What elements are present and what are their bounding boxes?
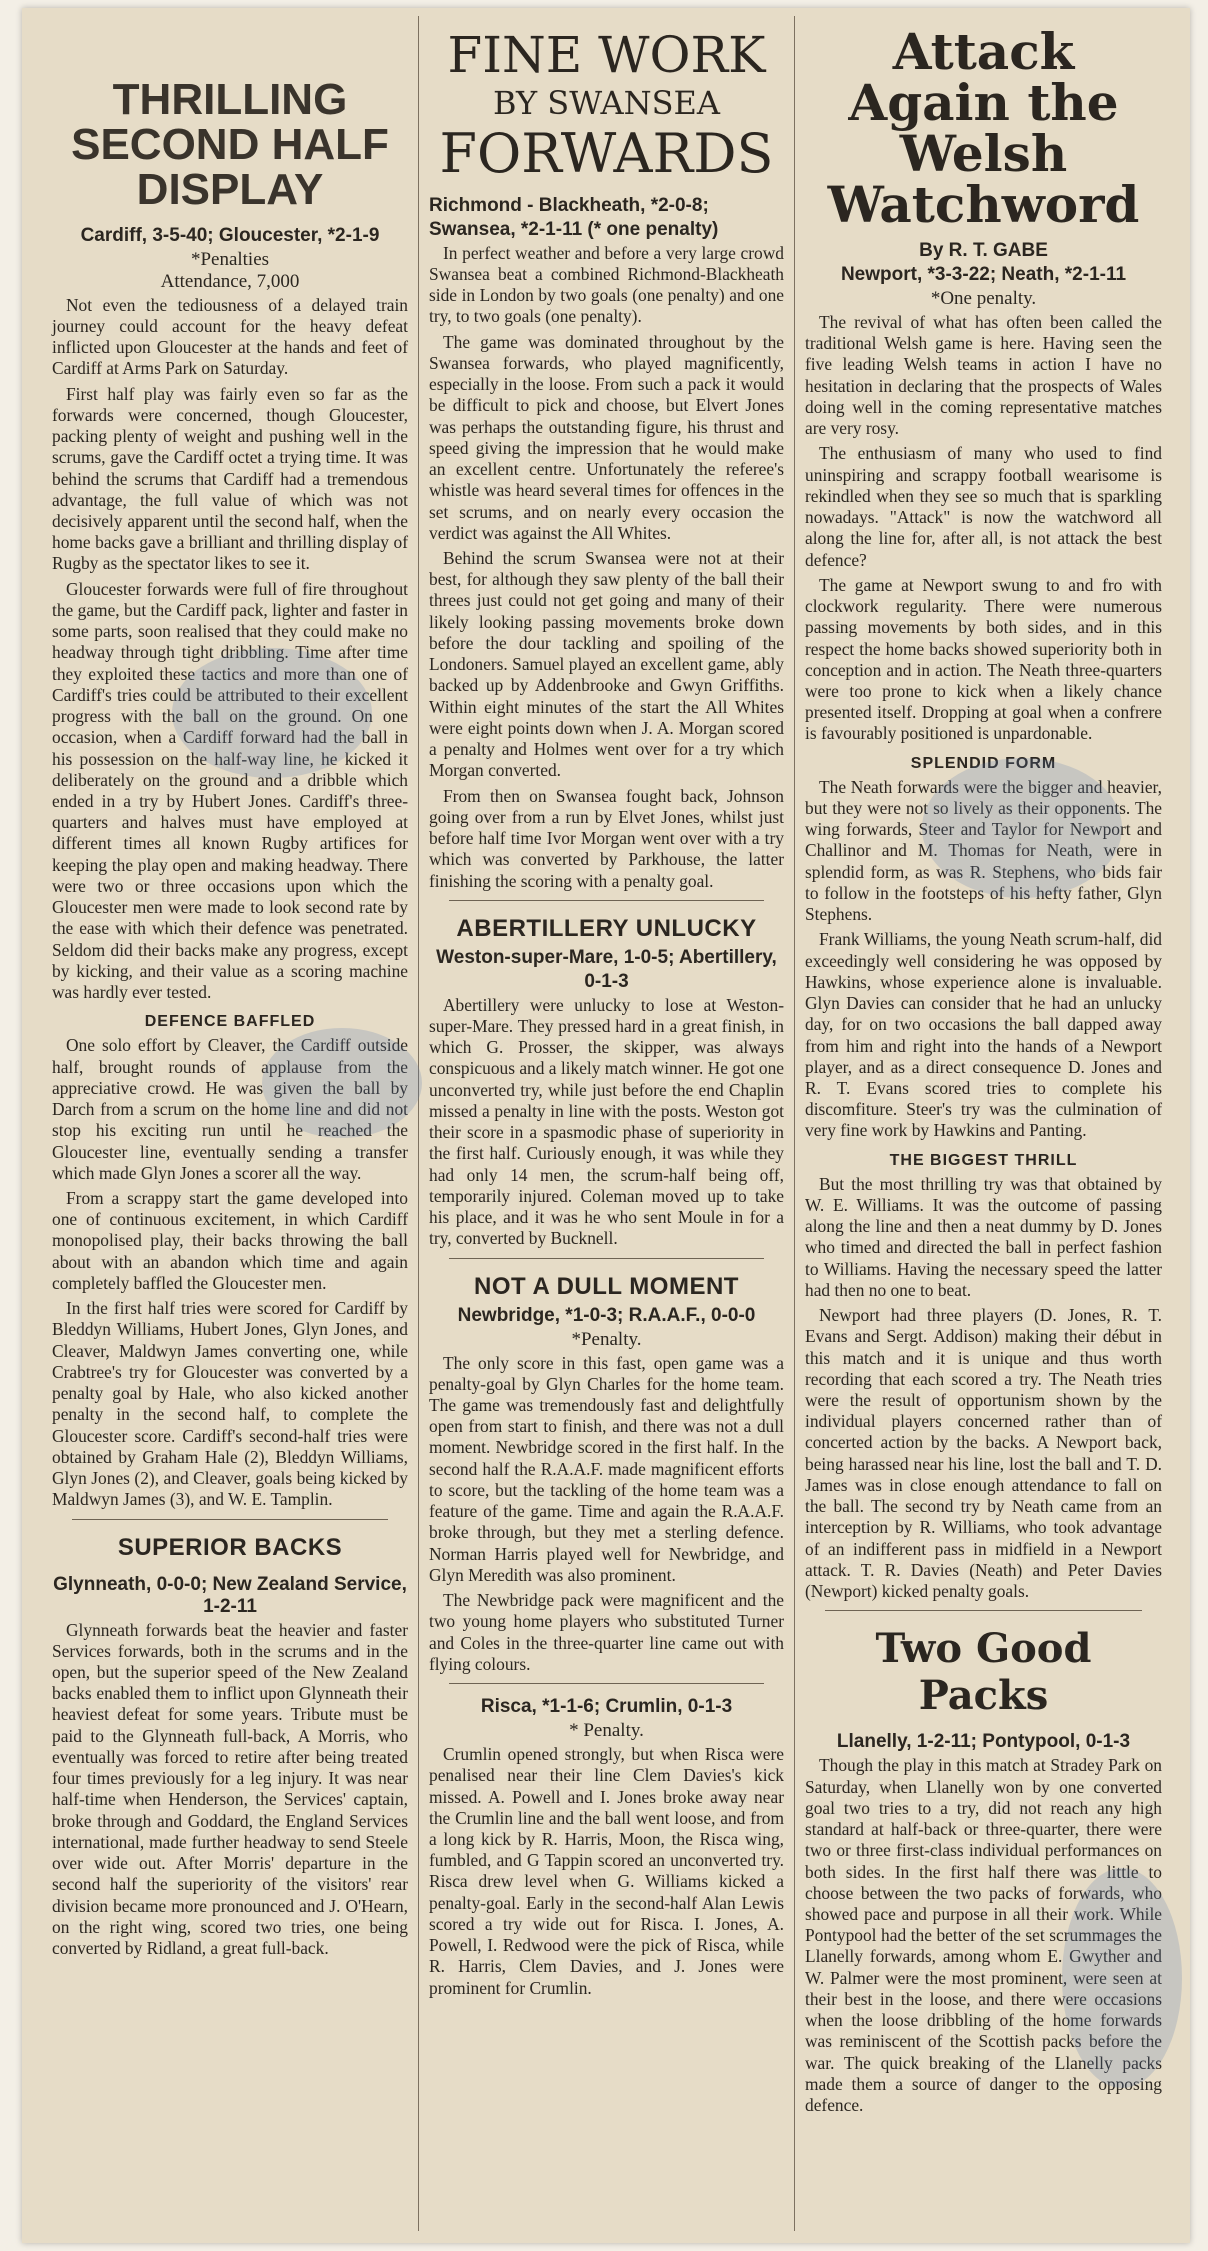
paragraph: But the most thrilling try was that obtained by W. E. Williams. It was the outcome of passing along the line and then a neat dummy by D. Jones who timed and directed the ball in perfect fashion to Williams. Having the necessary speed the latter had then no one to beat. (805, 1173, 1162, 1300)
paragraph: The game was dominated throughout by the Swansea forwards, who played magnificently, especially in the loose. From such a pack it would be difficult to pick and choose, but Elvert Jones was perhaps the outstanding figure, his thrust and speed giving the impression that he would make an excellent centre. Unfortunately the referee's whistle was heard several times for offences in the set scrums, and on nearly every occasion the verdict was against the All Whites. (429, 331, 784, 543)
column-swansea (418, 16, 795, 2231)
paragraph: One solo effort by Cleaver, the Cardiff outside half, brought rounds of applause from the appreciative crowd. He was given the ball by Darch from a scrum on the home line and did not stop his exciting run until he reached the Gloucester line, eventually sending a transfer which made Glyn Jones a scorer all the way. (52, 1035, 408, 1183)
column-newport (795, 16, 1172, 2231)
score-line: Newbridge, *1-0-3; R.A.A.F., 0-0-0 (457, 1304, 756, 1326)
score-note: *Penalty. (571, 1328, 642, 1350)
paragraph: From then on Swansea fought back, Johnson going over from a run by Elvet Jones, whilst just before half time Ivor Morgan went over with a try which was converted by Parkhouse, the latter finishing the scoring with a penalty goal. (429, 785, 784, 891)
headline-thrilling: THRILLING SECOND HALF DISPLAY (71, 75, 389, 214)
paragraph: From a scrappy start the game developed into one of continuous excitement, in which Cardiff monopolised play, their backs throwing the ball about with an abandon which time and again completely baffled the Gloucester men. (52, 1188, 408, 1293)
paragraph: Not even the tediousness of a delayed train journey could account for the heavy defeat inflicted upon Gloucester at the hands and feet of Cardiff at Arms Park on Saturday. (52, 294, 408, 379)
paragraph: Crumlin opened strongly, but when Risca were penalised near their line Clem Davies's kick missed. A. Powell and I. Jones broke away near the Crumlin line and the ball went loose, and from a long kick by R. Harris, Moon, the Risca wing, fumbled, and G Tappin scored an unconverted try. Risca drew level when G. Williams kicked a penalty-goal. Early in the second-half Alan Lewis scored a try wide out for Risca. I. Jones, A. Powell, I. Redwood were the pick of Risca, while R. Harris, Clem Davies, and J. Jones were prominent for Crumlin. (429, 1744, 784, 1998)
paragraph: The Neath forwards were the bigger and heavier, but they were not so lively as their opponents. The wing forwards, Steer and Taylor for Newport and Challinor and M. Thomas for Neath, were in splendid form, as was R. Stephens, who bids fair to follow in the footsteps of his hefty father, Glyn Stephens. (805, 776, 1162, 925)
score-line: Llanelly, 1-2-11; Pontypool, 0-1-3 (836, 1731, 1131, 1753)
headline-forwards: FORWARDS (439, 121, 774, 185)
divider (72, 1519, 388, 1520)
paragraph: The enthusiasm of many who used to find uninspiring and scrappy football wearisome is rekindled when they see so much that is sparkling nowadays. "Attack" is now the watchword all along the line for, after all, is not attack the best defence? (805, 443, 1162, 570)
divider (449, 900, 764, 901)
headline-by-swansea: BY SWANSEA (493, 84, 720, 122)
byline: By R. T. GABE (919, 240, 1048, 261)
paragraph: In perfect weather and before a very large crowd Swansea beat a combined Richmond-Blackheath side in London by two goals (one penalty) and one try, to two goals (one penalty). (429, 242, 784, 327)
attendance: Attendance, 7,000 (160, 270, 300, 292)
score-line: Newport, *3-3-22; Neath, *2-1-11 (840, 264, 1127, 285)
score-line: Richmond - Blackheath, *2-0-8; (429, 194, 709, 216)
paragraph: Behind the scrum Swansea were not at their best, for although they saw plenty of the ball their threes just could not get going and many of their likely looking passing movements broke down before the dour tackling and spoiling of the Londoners. Samuel played an excellent game, ably backed up by Addenbrooke and Gwyn Griffiths. Within eight minutes of the start the All Whites were eight points down when J. A. Morgan scored a penalty and Holmes went over for a try which Morgan converted. (429, 547, 784, 781)
score-note: *Penalties (190, 248, 270, 270)
score-line: Cardiff, 3-5-40; Gloucester, *2-1-9 (80, 224, 380, 246)
crosshead: SPLENDID FORM (910, 754, 1057, 772)
newspaper-clipping (22, 8, 1190, 2243)
divider (449, 1258, 764, 1259)
divider (825, 1610, 1142, 1611)
paragraph: Newport had three players (D. Jones, R. T. Evans and Sergt. Addison) making their début in this match and it is unique and thus worth recording that each scored a try. The Neath tries were the result of opportunism shown by the individual players concerned rather than of concerted action by the backs. A Newport back, being harassed near his line, lost the ball and T. D. James was in close enough attendance to fall on the ball. The second try by Neath came from an interception by R. Williams, who took advantage of an indifferent pass in midfield in a Newport attack. T. R. Davies (Neath) and Peter Davies (Newport) kicked penalty goals. (805, 1305, 1162, 1602)
paragraph: The only score in this fast, open game was a penalty-goal by Glyn Charles for the home team. The game was tremendously fast and delightfully open from start to finish, and there was not a dull moment. Newbridge scored in the first half. In the second half the R.A.A.F. made magnificent efforts to score, but the tackling of the home team was a feature of the game. Time and again the R.A.A.F. broke through, but they met a sterling defence. Norman Harris played well for Newbridge, and Glyn Meredith was also prominent. (429, 1352, 784, 1585)
crosshead: THE BIGGEST THRILL (889, 1151, 1078, 1169)
crosshead: DEFENCE BAFFLED (144, 1013, 316, 1031)
headline-fine-work: FINE WORK (447, 26, 766, 84)
paragraph: The game at Newport swung to and fro with clockwork regularity. There were numerous passing movements by both sides, and in this respect the home backs showed superiority both in conception and in action. The Neath three-quarters were too prone to kick when a likely chance presented itself. Dropping at goal when a confrere is favourably positioned is unpardonable. (805, 574, 1162, 744)
subhead-not-a-dull-moment: NOT A DULL MOMENT (474, 1272, 739, 1300)
score-line: Weston-super-Mare, 1-0-5; Abertillery, (436, 946, 777, 968)
headline-attack-again: Attack Again the Welsh Watchword (827, 22, 1140, 234)
paragraph: Gloucester forwards were full of fire throughout the game, but the Cardiff pack, lighter and faster in some parts, soon realised that they could make no headway through tight dribbling. Time after time they exploited these tactics and more than one of Cardiff's tries could be attributed to their excellent progress with the ball on the ground. On one occasion, when a Cardiff forward had the ball in his possession on the half-way line, he kicked it deliberately on the ground and a dribble which ended in a try by Hubert Jones. Cardiff's three-quarters and halves must have employed at different times all known Rugby artifices for keeping the play open and making headway. There were two or three occasions upon which the Gloucester men were made to look second rate by the ease with which their defence was penetrated. Seldom did their backs make any progress, except by kicking, and their value as a scoring machine was hardly ever tested. (52, 578, 408, 1003)
paragraph: Though the play in this match at Stradey Park on Saturday, when Llanelly won by one converted goal two tries to a try, did not reach any high standard at half-back or three-quarter, there were two or three first-class individual performances on both sides. In the first half there was little to choose between the two packs of forwards, who showed pace and purpose in all their work. While Pontypool had the better of the set scrummages the Llanelly forwards, among whom E. Gwyther and W. Palmer were the most prominent, were seen at their best in the loose, and there were occasions when the loose dribbling of the home forwards was reminiscent of the Scottish packs before the war. The quick breaking of the Llanelly packs made them a source of danger to the opposing defence. (805, 1755, 1162, 2116)
score-line: 0-1-3 (584, 970, 629, 992)
columns (42, 16, 1172, 2231)
subhead-abertillery: ABERTILLERY UNLUCKY (456, 914, 757, 942)
column-cardiff (42, 16, 418, 2231)
subhead-two-good-packs: Two Good Packs (875, 1625, 1092, 1720)
score-line: Glynneath, 0-0-0; New Zealand Service, 1-2-11 (53, 1573, 407, 1617)
paragraph: Frank Williams, the young Neath scrum-half, did exceedingly well considering he was opposed by Hawkins, whose experience alone is invaluable. Glyn Davies can consider that he had an unlucky day, for on two occasions the ball dapped away from him and right into the hands of a Newport player, and as a direct consequence D. Jones and R. T. Evans scored tries to complete his discomfiture. Steer's try was the culmination of very fine work by Hawkins and Panting. (805, 929, 1162, 1141)
paragraph: The revival of what has often been called the traditional Welsh game is here. Having seen the five leading Welsh teams in action I have no hesitation in declaring that the prospects of Wales doing well in the coming representative matches are very rosy. (805, 312, 1162, 439)
score-note: * Penalty. (569, 1720, 644, 1742)
score-line: Risca, *1-1-6; Crumlin, 0-1-3 (480, 1696, 733, 1718)
paragraph: Glynneath forwards beat the heavier and faster Services forwards, both in the scrums and in the open, but the superior speed of the New Zealand backs enabled them to inflict upon Glynneath their heaviest defeat for some years. Tribute must be paid to the Glynneath full-back, A Morris, who eventually was forced to retire after being treated four times previously for a leg injury. It was near half-time when Henderson, the Services' captain, broke through and Goddard, the England Services international, made further headway to send Steele over wide out. After Morris' departure in the second half the superiority of the visitors' rear division became more pronounced and J. O'Hearn, on the right wing, scored two tries, one being converted by Ridland, a great full-back. (52, 1619, 408, 1959)
subhead-superior-backs: SUPERIOR BACKS (117, 1533, 343, 1561)
divider (449, 1683, 764, 1684)
score-note: *One penalty. (930, 288, 1037, 309)
score-line: Swansea, *2-1-11 (* one penalty) (429, 218, 719, 240)
paragraph: In the first half tries were scored for Cardiff by Bleddyn Williams, Hubert Jones, Glyn Jones, and Cleaver, Maldwyn James converting one, while Crabtree's try for Gloucester was converted by a penalty goal by Hale, who also kicked another penalty in the second half, to complete the Gloucester score. Cardiff's second-half tries were obtained by Graham Hale (2), Bleddyn Williams, Glyn Jones (2), and Cleaver, goals being kicked by Maldwyn James (3), and W. E. Tamplin. (52, 1298, 408, 1510)
paragraph: First half play was fairly even so far as the forwards were concerned, though Gloucester, packing plenty of weight and pushing well in the scrums, gave the Cardiff octet a trying time. It was behind the scrums that Cardiff had a tremendous advantage, the full value of which was not decisively apparent until the second half, when the home backs gave a brilliant and thrilling display of Rugby as the spectator likes to see it. (52, 383, 408, 574)
paragraph: The Newbridge pack were magnificent and the two young home players who substituted Turner and Coles in the three-quarter line came out with flying colours. (429, 1590, 784, 1674)
paragraph: Abertillery were unlucky to lose at Weston-super-Mare. They pressed hard in a great finish, in which G. Prosser, the skipper, was always conspicuous and a likely match winner. He got one unconverted try, while just before the end Chaplin missed a penalty in line with the posts. Weston got their score in a spasmodic phase of superiority in the first half. Curiously enough, it was while they had only 14 men, the scrum-half being off, temporarily injured. Coleman moved up to take his place, and it was he who sent Moule in for a try, converted by Bucknell. (429, 994, 784, 1249)
